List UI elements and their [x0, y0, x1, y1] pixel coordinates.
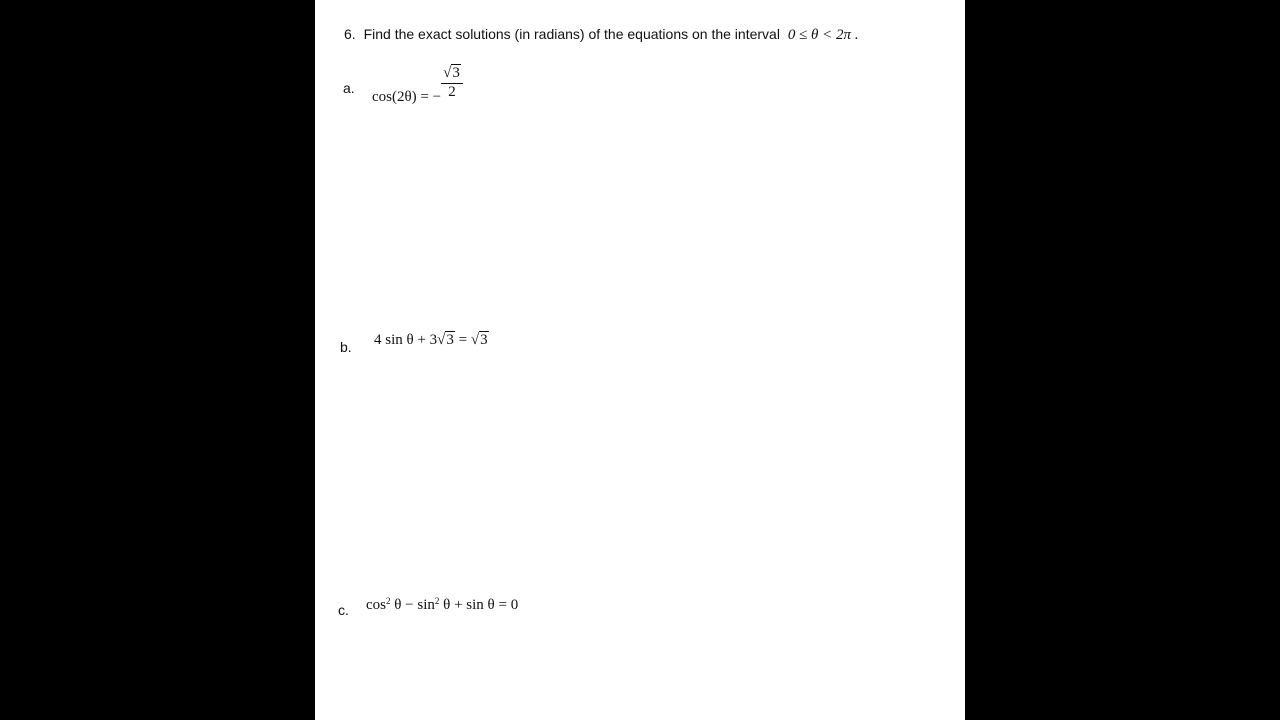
part-a-fraction [441, 64, 463, 100]
part-a-radicand: 3 [452, 65, 460, 81]
part-b-equals: = [454, 332, 471, 348]
part-a-numerator: √3 [441, 64, 463, 84]
part-b-equation: 4 sin θ + 3√3 = √3 [374, 332, 488, 348]
part-c-equation [366, 597, 518, 614]
part-b-label: b. [340, 339, 352, 355]
part-a-label: a. [343, 80, 355, 96]
part-c-term-3: θ + sin θ = 0 [439, 597, 519, 613]
part-c-exponent-1: 2 [386, 596, 391, 606]
part-c-exponent-2: 2 [434, 596, 440, 606]
part-b-term-1: 4 sin θ + 3 [374, 332, 438, 348]
part-a-lhs: cos(2θ) = − [372, 89, 442, 106]
problem-instruction: Find the exact solutions (in radians) of the equations on the interval [363, 26, 780, 42]
part-c-label: c. [338, 602, 349, 618]
part-c-term-1: cos [366, 597, 386, 613]
part-b-radicand-2: 3 [480, 332, 488, 348]
part-a-denominator: 2 [448, 84, 456, 100]
part-c-term-2: θ − sin [390, 597, 435, 613]
problem-header [344, 26, 859, 44]
part-b-radicand-1: 3 [446, 332, 454, 348]
problem-interval: 0 ≤ θ < 2π . [787, 27, 859, 43]
worksheet-page [315, 0, 965, 720]
part-a-equation [372, 65, 463, 106]
problem-number: 6. [344, 26, 356, 42]
